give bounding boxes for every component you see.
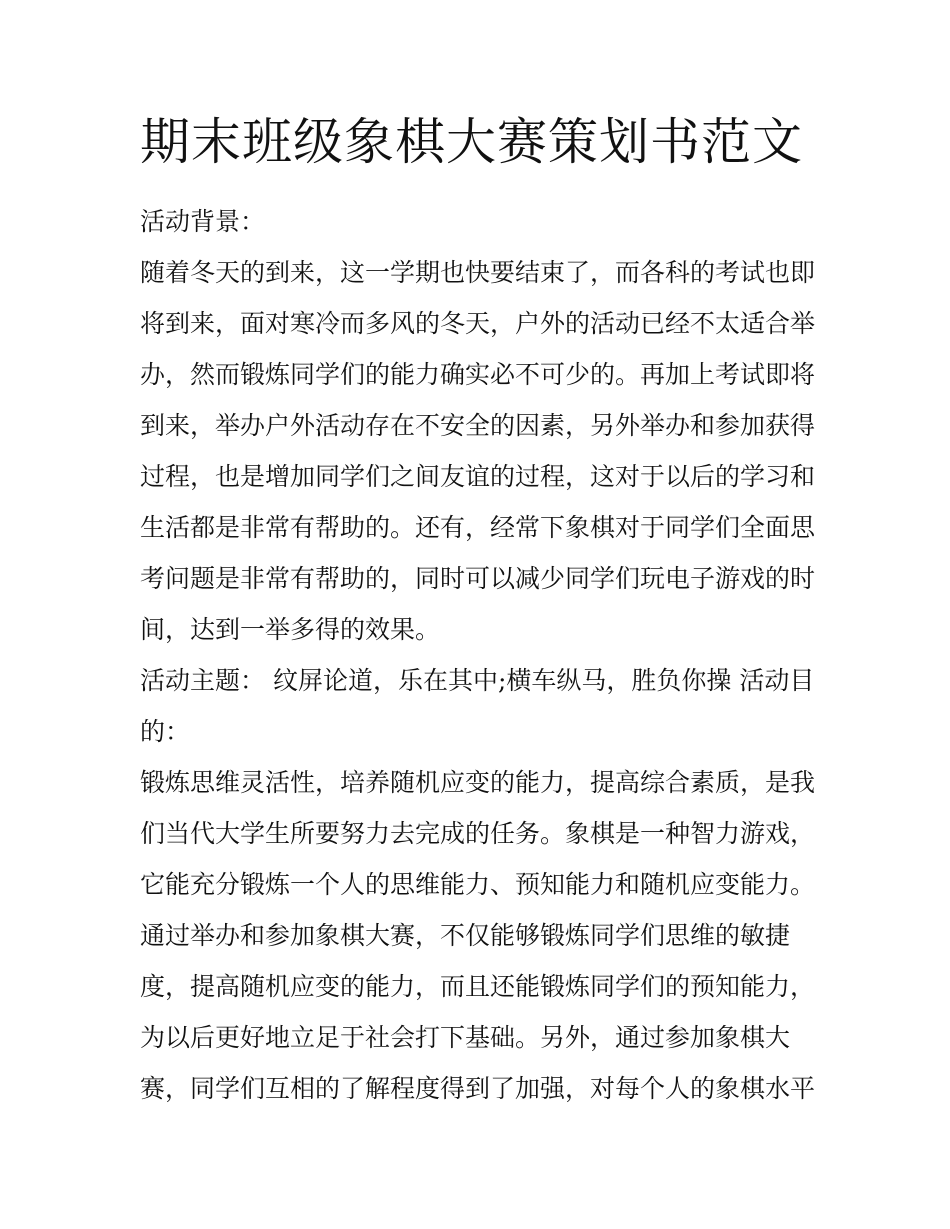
paragraph-line: 度，提高随机应变的能力，而且还能锻炼同学们的预知能力， <box>140 972 816 1001</box>
paragraph-line: 为以后更好地立足于社会打下基础。另外，通过参加象棋大 <box>140 1023 791 1052</box>
paragraph-line: 办，然而锻炼同学们的能力确实必不可少的。再加上考试即将 <box>140 360 816 389</box>
paragraph-line: 间，达到一举多得的效果。 <box>140 615 441 644</box>
paragraph-line: 赛，同学们互相的了解程度得到了加强，对每个人的象棋水平 <box>140 1074 816 1103</box>
page-title: 期末班级象棋大赛策划书范文 <box>140 113 803 171</box>
paragraph-line: 通过举办和参加象棋大赛，不仅能够锻炼同学们思维的敏捷 <box>140 921 791 950</box>
section-heading-theme: 活动主题： 纹屏论道，乐在其中;横车纵马，胜负你操 活动目 <box>140 666 815 695</box>
section-heading-purpose: 的： <box>140 717 191 746</box>
paragraph-line: 们当代大学生所要努力去完成的任务。象棋是一种智力游戏， <box>140 819 816 848</box>
paragraph-line: 考问题是非常有帮助的，同时可以减少同学们玩电子游戏的时 <box>140 564 816 593</box>
paragraph-line: 生活都是非常有帮助的。还有，经常下象棋对于同学们全面思 <box>140 513 816 542</box>
paragraph-line: 它能充分锻炼一个人的思维能力、预知能力和随机应变能力。 <box>140 870 816 899</box>
section-heading-background: 活动背景： <box>140 207 266 236</box>
paragraph-line: 过程，也是增加同学们之间友谊的过程，这对于以后的学习和 <box>140 462 816 491</box>
paragraph-line: 将到来，面对寒冷而多风的冬天，户外的活动已经不太适合举 <box>140 309 816 338</box>
paragraph-line: 到来，举办户外活动存在不安全的因素，另外举办和参加获得 <box>140 411 816 440</box>
paragraph-line: 随着冬天的到来，这一学期也快要结束了，而各科的考试也即 <box>140 258 816 287</box>
paragraph-line: 锻炼思维灵活性，培养随机应变的能力，提高综合素质，是我 <box>140 768 816 797</box>
